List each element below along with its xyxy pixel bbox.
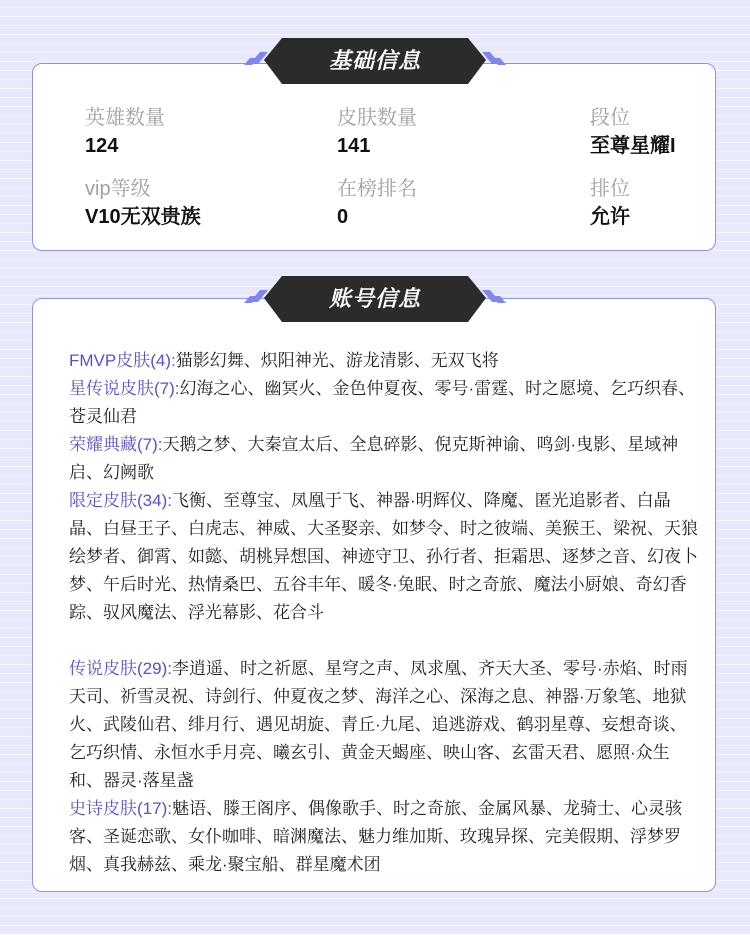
rank-tier-field <box>590 104 750 160</box>
skin-category-limited <box>69 487 699 627</box>
leaderboard-rank-field <box>337 175 547 231</box>
category-label: 星传说皮肤(7): <box>69 379 180 398</box>
category-label: FMVP皮肤(4): <box>69 351 176 370</box>
category-items: 李逍遥、时之祈愿、星穹之声、凤求凰、齐天大圣、零号·赤焰、时雨天司、祈雪灵祝、诗剑行、仲夏夜之梦、海洋之心、深海之息、神器·万象笔、地狱火、武陵仙君、绯月行、遇见胡旋、青丘·九尾、追逃游戏、鹤羽星尊、妄想奇谈、乞巧织情、永恒水手月亮、曦玄引、黄金天蝎座、映山客、玄雷天君、愿照·众生和、器灵·落星盏 <box>69 659 688 790</box>
field-label: 皮肤数量 <box>337 107 417 129</box>
category-items: 飞衡、至尊宝、凤凰于飞、神器·明辉仪、降魔、匿光追影者、白晶晶、白昼王子、白虎志、神威、大圣娶亲、如梦令、时之彼端、美猴王、梁祝、天狼绘梦者、御霄、如懿、胡桃异想国、神迹守卫、孙行者、拒霜思、逐梦之音、幻夜卜梦、午后时光、热情桑巴、五谷丰年、暖冬·兔眠、时之奇旅、魔法小厨娘、奇幻香踪、驭风魔法、浮光幕影、花合斗 <box>69 491 698 622</box>
basic-info-banner <box>0 38 750 86</box>
field-value: V10无双贵族 <box>85 206 201 228</box>
skin-category-star-legend <box>69 375 699 431</box>
field-value: 至尊星耀I <box>590 135 676 157</box>
field-value: 124 <box>85 135 119 157</box>
category-label: 史诗皮肤(17): <box>69 799 172 818</box>
account-info-banner <box>0 276 750 324</box>
category-label: 荣耀典藏(7): <box>69 435 163 454</box>
basic-info-title: 基础信息 <box>328 48 421 73</box>
account-info-title: 账号信息 <box>328 286 421 311</box>
field-label: 英雄数量 <box>85 107 165 129</box>
field-value: 允许 <box>590 206 630 228</box>
skin-count-field <box>337 104 547 160</box>
ranked-allowed-field <box>590 175 750 231</box>
category-items: 幻海之心、幽冥火、金色仲夏夜、零号·雷霆、时之愿境、乞巧织春、苍灵仙君 <box>69 379 696 426</box>
category-items: 猫影幻舞、炽阳神光、游龙清影、无双飞将 <box>175 351 499 370</box>
account-info-card <box>32 298 716 892</box>
vip-level-field <box>85 175 295 231</box>
category-label: 传说皮肤(29): <box>69 659 172 678</box>
category-items: 天鹅之梦、大秦宣太后、全息碎影、倪克斯神谕、鸣剑·曳影、星域神启、幻阙歌 <box>69 435 679 482</box>
skin-list <box>69 347 699 879</box>
hero-count-field <box>85 104 295 160</box>
spacer <box>69 627 699 655</box>
category-items: 魅语、滕王阁序、偶像歌手、时之奇旅、金属风暴、龙骑士、心灵骇客、圣诞恋歌、女仆咖啡、暗渊魔法、魅力维加斯、玫瑰异探、完美假期、浮梦罗烟、真我赫兹、乘龙·聚宝船、群星魔术团 <box>69 799 682 874</box>
field-value: 141 <box>337 135 371 157</box>
skin-category-glory-collection <box>69 431 699 487</box>
basic-info-card <box>32 63 716 251</box>
category-label: 限定皮肤(34): <box>69 491 172 510</box>
field-label: 排位 <box>590 178 630 200</box>
field-label: 段位 <box>590 107 630 129</box>
field-value: 0 <box>337 206 349 228</box>
skin-category-epic <box>69 795 699 879</box>
skin-category-fmvp <box>69 347 699 375</box>
skin-category-legend <box>69 655 699 795</box>
field-label: 在榜排名 <box>337 178 417 200</box>
field-label: vip等级 <box>85 178 151 200</box>
